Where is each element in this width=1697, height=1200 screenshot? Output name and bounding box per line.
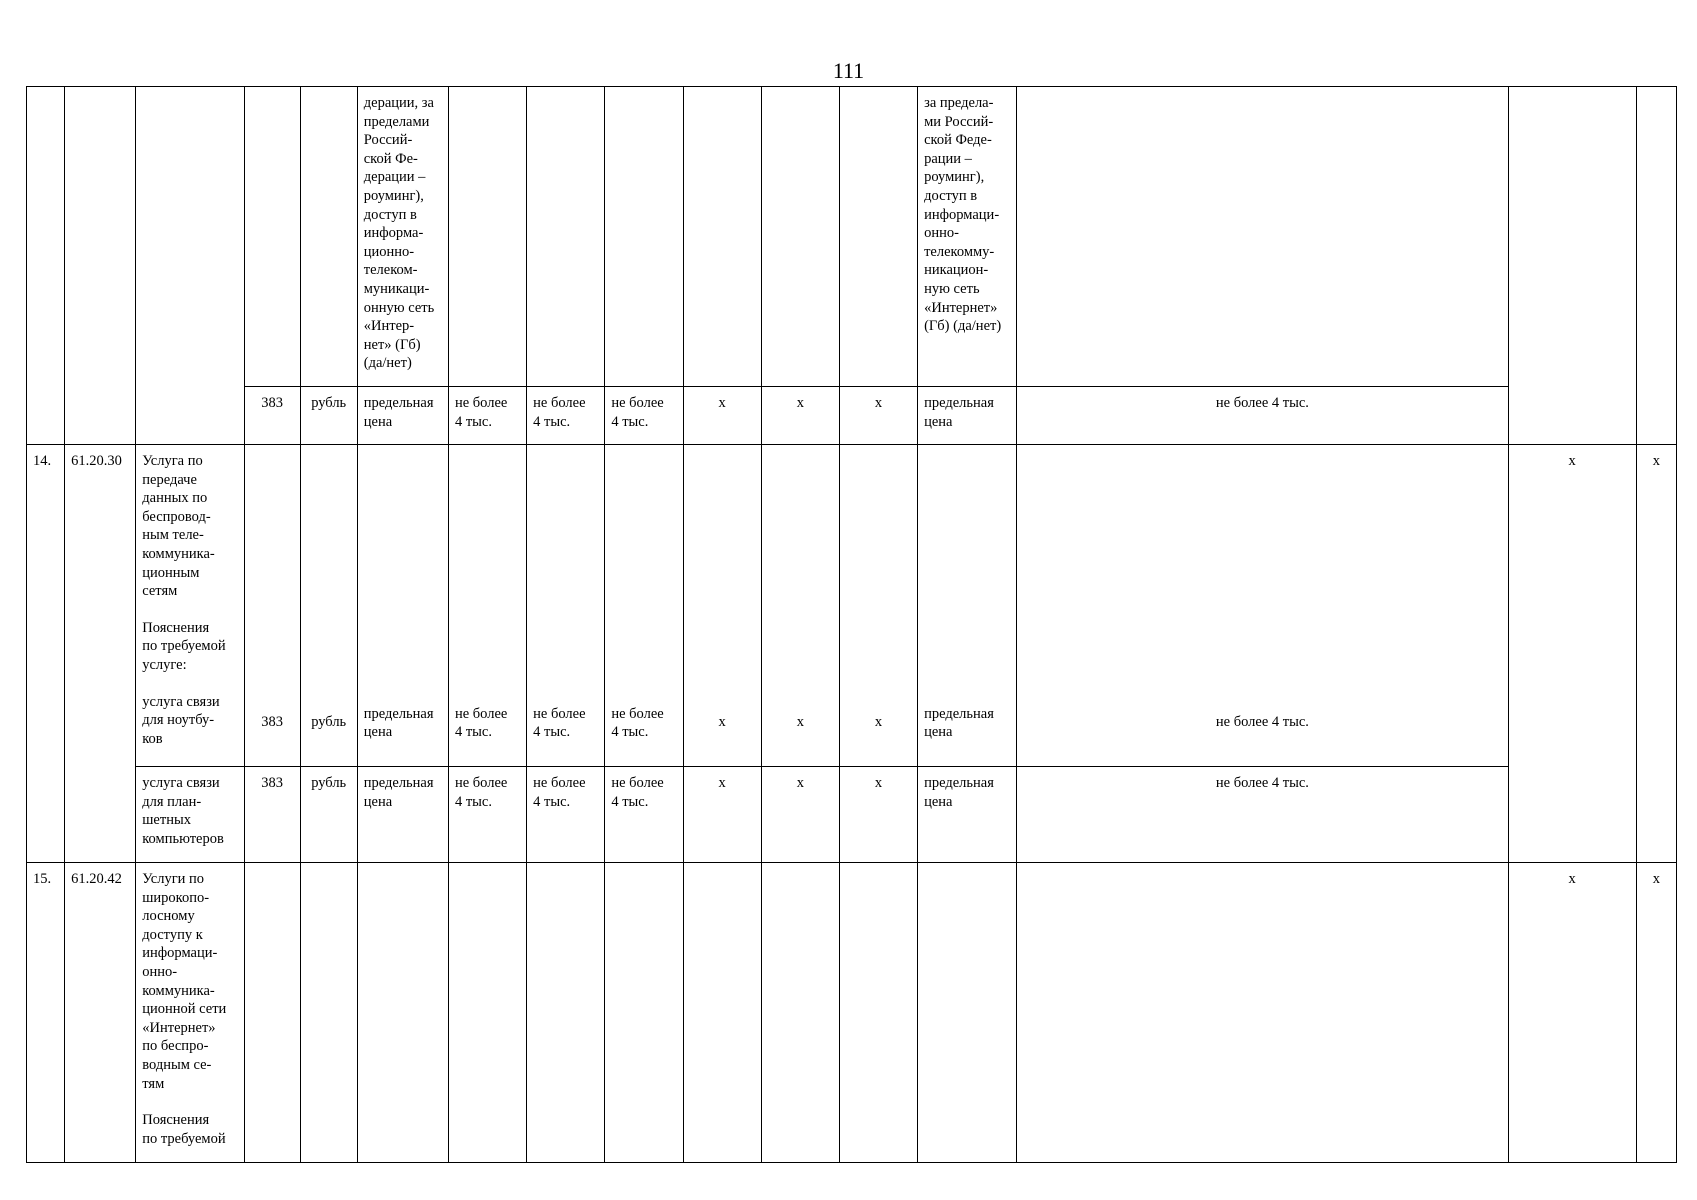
cell-char: дерации, за пределами Россий- ской Фе- дерации – роуминг), доступ в информа- ционно- телеком- муникаци- онную сеть «Интер- нет» (Гб) (да/нет) <box>357 87 448 387</box>
cell-num <box>27 87 65 445</box>
cell-extra <box>1636 87 1676 445</box>
cell-value <box>605 87 683 387</box>
value-1: не более 4 тыс. <box>448 445 526 767</box>
characteristic: предельная цена <box>357 445 448 767</box>
cell-value-actual <box>1017 863 1508 1163</box>
cell-value <box>448 87 526 387</box>
value-3: не более 4 тыс. <box>605 445 683 767</box>
table-row <box>27 767 1677 863</box>
cell-code <box>244 87 300 387</box>
x-mark: x <box>1508 445 1636 863</box>
value-2: не более 4 тыс. <box>527 767 605 863</box>
cell-code <box>244 863 300 1163</box>
cell-char-actual <box>918 863 1017 1163</box>
okei-code: 383 <box>244 387 300 445</box>
x-mark: x <box>761 767 839 863</box>
characteristic-actual: предельная цена <box>918 767 1017 863</box>
x-mark: x <box>683 445 761 767</box>
value-1: не более 4 тыс. <box>448 767 526 863</box>
service-note: Пояснения по требуемой <box>142 1112 226 1147</box>
cell-value-actual <box>1017 87 1508 387</box>
value-2: не более 4 тыс. <box>527 445 605 767</box>
cell-value <box>605 863 683 1163</box>
sub-service-name: услуга связи для план- шетных компьютеров <box>136 767 244 863</box>
cell-value <box>527 863 605 1163</box>
x-mark: x <box>839 387 917 445</box>
value-1: не более 4 тыс. <box>448 387 526 445</box>
cell-value <box>839 863 917 1163</box>
item-number: 14. <box>27 445 65 863</box>
cell-unit <box>300 87 357 387</box>
cell-value <box>761 87 839 387</box>
value-actual: не более 4 тыс. <box>1017 387 1508 445</box>
cell-name <box>136 87 244 445</box>
table-row <box>27 445 1677 767</box>
characteristic-actual: предельная цена <box>918 387 1017 445</box>
service-name <box>136 863 244 1163</box>
okei-code: 383 <box>244 445 300 767</box>
service-note: Пояснения по требуемой услуге: <box>142 619 226 673</box>
service-name <box>136 445 244 767</box>
okpd-code: 61.20.30 <box>65 445 136 863</box>
table-row <box>27 387 1677 445</box>
value-2: не более 4 тыс. <box>527 387 605 445</box>
characteristic: предельная цена <box>357 387 448 445</box>
cell-unit <box>300 863 357 1163</box>
value-3: не более 4 тыс. <box>605 387 683 445</box>
value-actual: не более 4 тыс. <box>1017 767 1508 863</box>
table-row <box>27 87 1677 387</box>
value-3: не более 4 тыс. <box>605 767 683 863</box>
x-mark: x <box>683 767 761 863</box>
cell-value <box>761 863 839 1163</box>
sub-service-name: услуга связи для ноутбу- ков <box>142 693 220 747</box>
okpd-code: 61.20.42 <box>65 863 136 1163</box>
unit-name: рубль <box>300 387 357 445</box>
service-title: Услуга по передаче данных по беспровод- ным теле- коммуника- ционным сетям <box>142 453 215 600</box>
cell-char <box>357 863 448 1163</box>
cell-value <box>527 87 605 387</box>
item-number: 15. <box>27 863 65 1163</box>
characteristic: предельная цена <box>357 767 448 863</box>
cell-value <box>683 87 761 387</box>
service-title: Услуги по широкопо- лосному доступу к информаци- онно- коммуника- ционной сети «Интернет» по беспро- водным се- тям <box>142 871 227 1092</box>
unit-name: рубль <box>300 445 357 767</box>
x-mark: x <box>1636 863 1676 1163</box>
x-mark: x <box>683 387 761 445</box>
unit-name: рубль <box>300 767 357 863</box>
table-row <box>27 863 1677 1163</box>
x-mark: x <box>1636 445 1676 863</box>
cell-extra <box>1508 87 1636 445</box>
x-mark: x <box>839 445 917 767</box>
cell-okpd <box>65 87 136 445</box>
cell-value <box>683 863 761 1163</box>
requirements-table <box>26 86 1677 1163</box>
characteristic-actual: предельная цена <box>918 445 1017 767</box>
value-actual: не более 4 тыс. <box>1017 445 1508 767</box>
page-number: 111 <box>832 58 865 83</box>
cell-char-actual: за предела- ми Россий- ской Феде- рации – роуминг), доступ в информаци- онно- телекомму- никацион- ную сеть «Интернет» (Гб) (да/нет) <box>918 87 1017 387</box>
cell-value <box>839 87 917 387</box>
x-mark: x <box>1508 863 1636 1163</box>
x-mark: x <box>761 387 839 445</box>
okei-code: 383 <box>244 767 300 863</box>
x-mark: x <box>839 767 917 863</box>
x-mark: x <box>761 445 839 767</box>
cell-value <box>448 863 526 1163</box>
